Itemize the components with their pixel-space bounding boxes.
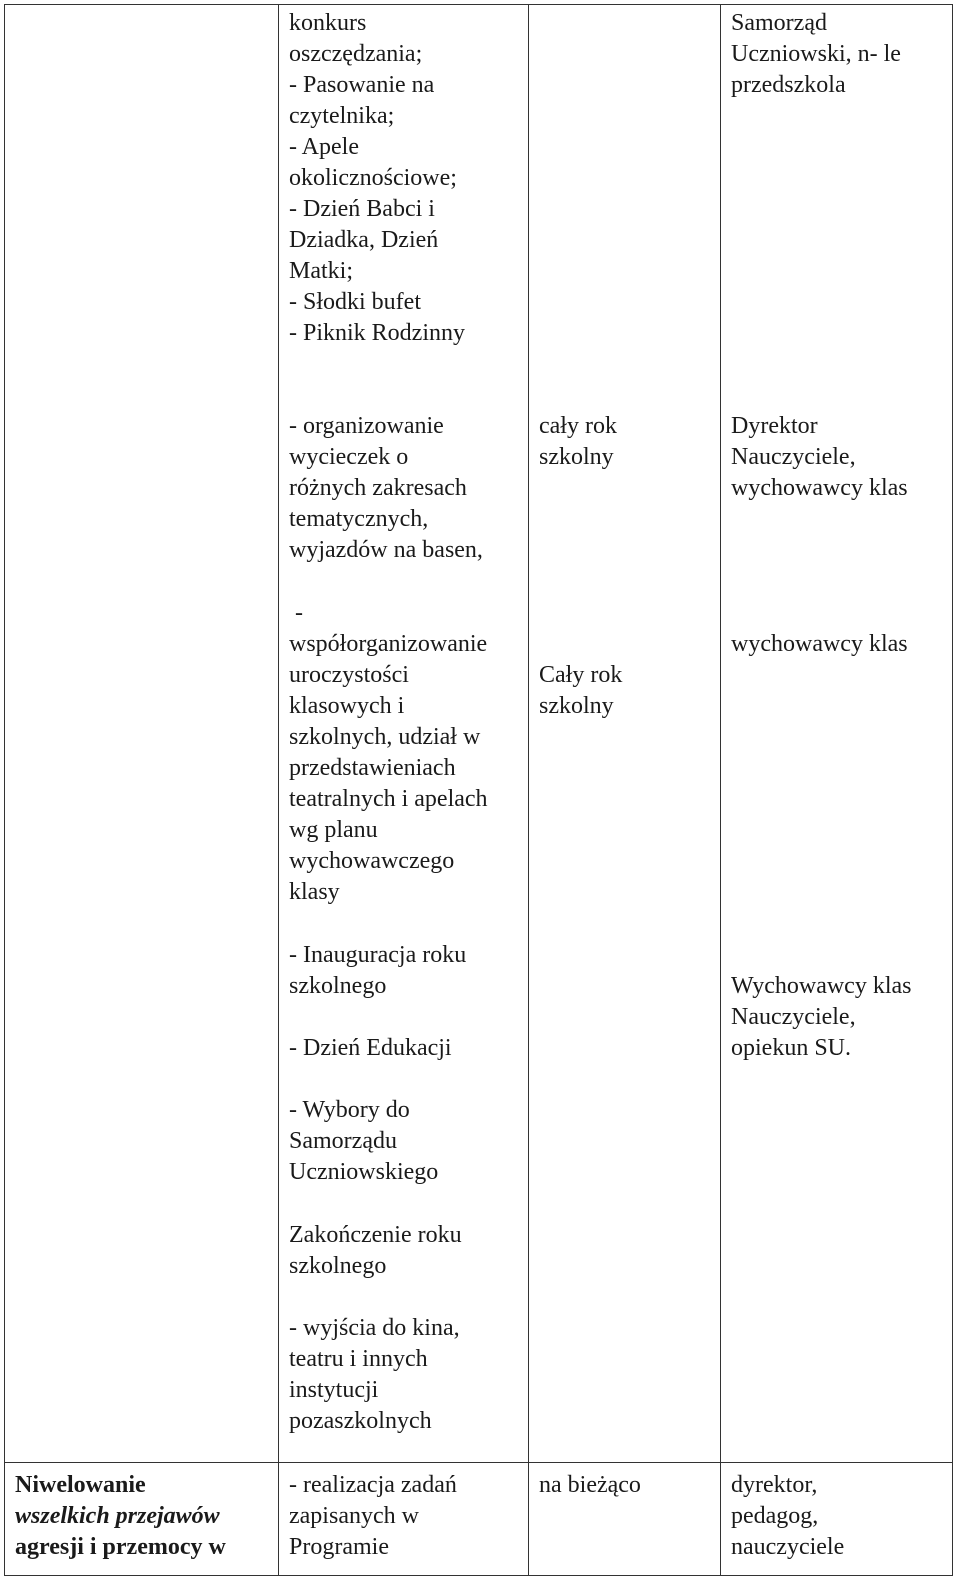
text-line: wyjazdów na basen, <box>289 537 483 563</box>
text-line: Matki; <box>289 258 353 284</box>
program-table <box>4 4 953 1576</box>
cell-content <box>5 1463 278 1563</box>
text-line: klasy <box>289 879 340 905</box>
text-line: przedszkola <box>731 72 846 98</box>
text-block <box>539 411 714 473</box>
text-line: - Apele <box>289 134 359 160</box>
text-line: teatru i innych <box>289 1346 428 1372</box>
text-line: Wychowawcy klas <box>731 973 912 999</box>
text-line: - wyjścia do kina, <box>289 1315 460 1341</box>
table-cell-goal <box>5 5 279 1463</box>
text-line: uroczystości <box>289 662 409 688</box>
text-line: teatralnych i apelach <box>289 786 488 812</box>
text-line: pedagog, <box>731 1503 819 1529</box>
table-cell-goal <box>5 1463 279 1576</box>
table-row <box>5 1463 953 1576</box>
text-block <box>731 629 946 660</box>
text-line: - Dzień Edukacji <box>289 1035 452 1061</box>
text-line: - Inauguracja roku <box>289 942 467 968</box>
table-cell-timing <box>529 1463 721 1576</box>
text-line: wychowawczego <box>289 848 455 874</box>
text-line: szkolny <box>539 444 614 470</box>
text-line: Programie <box>289 1534 389 1560</box>
text-line: pozaszkolnych <box>289 1408 432 1434</box>
text-line: szkolnych, udział w <box>289 724 481 750</box>
table-cell-responsible <box>721 5 953 1463</box>
text-block <box>289 1033 522 1064</box>
text-line: Nauczyciele, <box>731 1004 856 1030</box>
text-line: Dyrektor <box>731 413 818 439</box>
table-row <box>5 5 953 1463</box>
text-line: wychowawcy klas <box>731 475 908 501</box>
cell-content <box>721 1463 952 1563</box>
text-block <box>289 598 522 908</box>
text-line: różnych zakresach <box>289 475 467 501</box>
text-line: szkolny <box>539 693 614 719</box>
text-line: klasowych i <box>289 693 405 719</box>
text-block <box>289 411 522 566</box>
text-block <box>731 8 946 101</box>
text-line: Uczniowski, n- le <box>731 41 901 67</box>
cell-content <box>529 5 720 1461</box>
cell-content <box>721 5 952 1461</box>
text-line: okolicznościowe; <box>289 165 457 191</box>
text-line: instytucji <box>289 1377 379 1403</box>
text-line: wycieczek o <box>289 444 409 470</box>
table-cell-responsible <box>721 1463 953 1576</box>
text-line: - Dzień Babci i <box>289 196 435 222</box>
text-line: - Pasowanie na <box>289 72 435 98</box>
text-block <box>731 971 946 1064</box>
text-line: na bieżąco <box>539 1472 641 1498</box>
text-line: Dziadka, Dzień <box>289 227 439 253</box>
text-line: Cały rok <box>539 662 623 688</box>
text-line: Samorząd <box>731 10 827 36</box>
text-block <box>289 8 522 349</box>
text-line: Nauczyciele, <box>731 444 856 470</box>
text-block <box>731 411 946 504</box>
text-line: agresji i przemocy w <box>15 1534 226 1560</box>
text-line: nauczyciele <box>731 1534 845 1560</box>
text-line: oszczędzania; <box>289 41 423 67</box>
text-block <box>289 1095 522 1188</box>
text-block <box>539 660 714 722</box>
text-block <box>289 940 522 1002</box>
text-line: Niwelowanie <box>15 1472 146 1498</box>
cell-content <box>279 5 528 1461</box>
text-line: cały rok <box>539 413 617 439</box>
text-line: wg planu <box>289 817 378 843</box>
cell-content <box>529 1463 720 1501</box>
text-line: konkurs <box>289 10 367 36</box>
text-line: czytelnika; <box>289 103 395 129</box>
text-line: - organizowanie <box>289 413 444 439</box>
text-line: - Wybory do <box>289 1097 410 1123</box>
text-line: tematycznych, <box>289 506 429 532</box>
text-line: współorganizowanie <box>289 631 488 657</box>
table-cell-tasks <box>279 5 529 1463</box>
text-line: Zakończenie roku <box>289 1222 462 1248</box>
text-line: przedstawieniach <box>289 755 456 781</box>
text-line: Uczniowskiego <box>289 1159 439 1185</box>
text-line: wszelkich przejawów <box>15 1503 220 1529</box>
text-line: szkolnego <box>289 973 387 999</box>
table-cell-timing <box>529 5 721 1463</box>
text-line: - Piknik Rodzinny <box>289 320 466 346</box>
text-line: wychowawcy klas <box>731 631 908 657</box>
text-line: - Słodki bufet <box>289 289 421 315</box>
text-line: dyrektor, <box>731 1472 818 1498</box>
text-block <box>289 1313 522 1437</box>
cell-content <box>279 1463 528 1563</box>
text-line: Samorządu <box>289 1128 397 1154</box>
text-block <box>289 1220 522 1282</box>
text-line: - <box>289 600 303 626</box>
text-line: zapisanych w <box>289 1503 419 1529</box>
text-line: opiekun SU. <box>731 1035 851 1061</box>
table-cell-tasks <box>279 1463 529 1576</box>
text-line: - realizacja zadań <box>289 1472 457 1498</box>
text-line: szkolnego <box>289 1253 387 1279</box>
